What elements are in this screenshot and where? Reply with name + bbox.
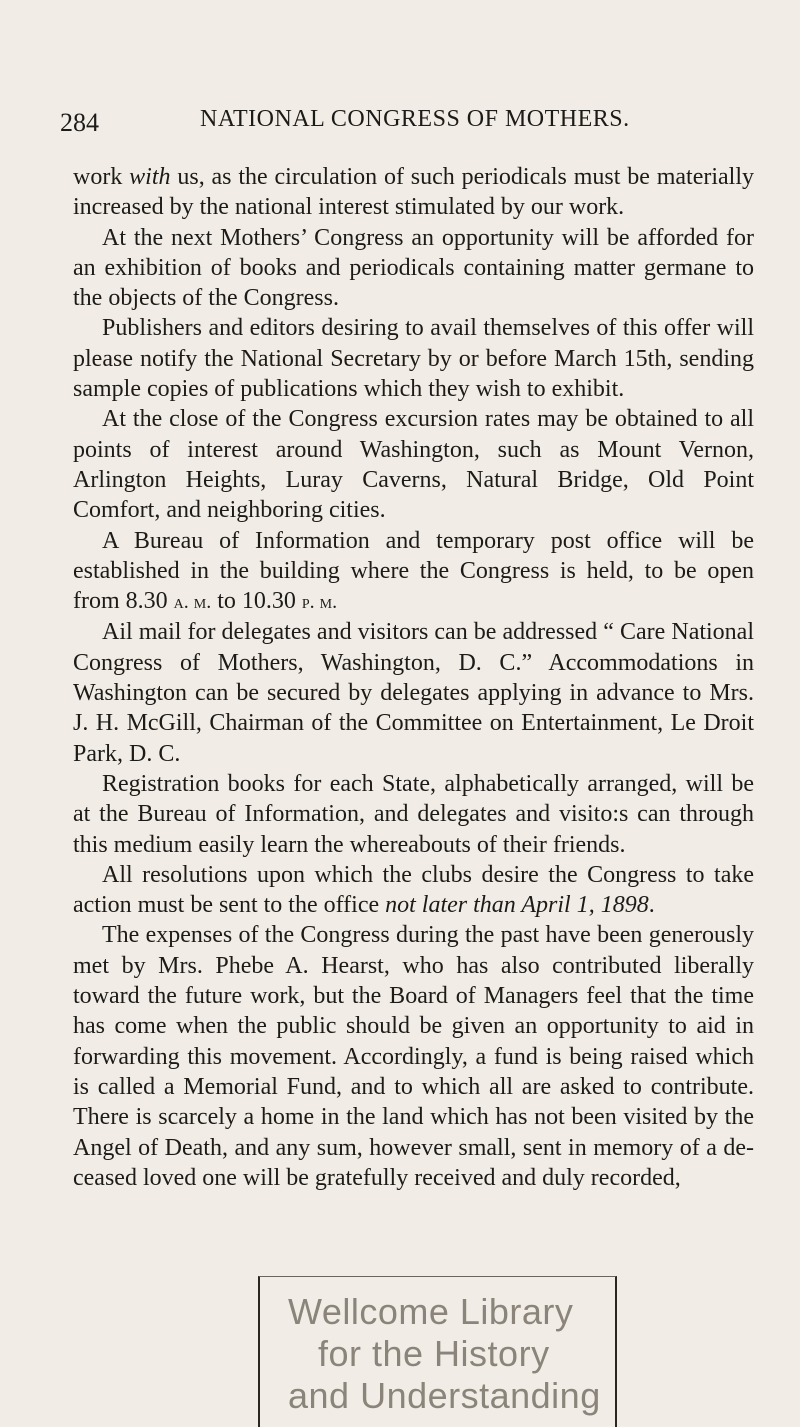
- stamp-line-3: and Understanding: [288, 1375, 601, 1416]
- italic-run: not later than April 1, 1898: [385, 892, 649, 919]
- text-run: .: [648, 892, 655, 919]
- small-caps-run: a. m.: [173, 591, 212, 614]
- page-number: 284: [60, 108, 99, 137]
- text-run: to 10.30: [211, 588, 302, 615]
- paragraph-6: Ail mail for delegates and visitors can be addressed “ Care National Congress of Mothers, Washington, D. C.” Accommodations in Washington can be secured by delegates applying in advance to Mrs. J. H. McGill, Chairman of the Committee on Entertainment, Le Droit Park, D. C.: [73, 619, 754, 767]
- paragraph-9: The expenses of the Congress during the past have been generously met by Mrs. Phebe A. Hearst, who has also contributed liberally toward the future work, but the Board of Managers feel that the time has come when the public should be given an opportunity to aid in forwarding this movement. Accordingly, a fund is being raised which is called a Memorial Fund, and to which all are asked to contribute. There is scarcely a home in the land which has not been visited by the Angel of Death, and any sum, however small, sent in memory of a deceased loved one will be gratefully received and duly recorded,: [73, 922, 754, 1191]
- stamp-line-1: Wellcome Library: [288, 1291, 574, 1332]
- text-run: us, as the circulation of such periodicals must be materially increased by the national interest stimulated by our work.: [73, 164, 755, 221]
- paragraph-5: [73, 526, 754, 618]
- text-run: A Bureau of Information and temporary post office will be established in the building where the Congress is held, to be open from 8.30: [73, 527, 754, 615]
- paragraph-8: [73, 860, 754, 921]
- body-text: [73, 162, 754, 1193]
- paragraph-3: Publishers and editors desiring to avail themselves of this offer will please notify the National Secretary by or before March 15th, sending sample copies of publications which they wish to exhibit.: [73, 315, 754, 403]
- text-run: All resolutions upon which the clubs desire the Congress to take action must be sent to the office: [73, 861, 754, 919]
- stamp-line-2: for the History: [318, 1333, 550, 1374]
- paragraph-4: At the close of the Congress excursion rates may be obtained to all points of interest around Washington, such as Mount Vernon, Arlington Heights, Luray Caverns, Natural Bridge, Old Point Comfort, and neighboring cities.: [73, 406, 754, 524]
- paragraph-2: At the next Mothers’ Congress an opportunity will be afforded for an exhibition of books and periodicals containing matter germane to the objects of the Congress.: [73, 224, 754, 312]
- running-title: NATIONAL CONGRESS OF MOTHERS.: [200, 106, 630, 132]
- paragraph-7: Registration books for each State, alphabetically arranged, will be at the Bureau of Information, and delegates and visito:s can through this medium easily learn the whereabouts of their friends.: [73, 770, 754, 858]
- paragraph-1: [73, 162, 754, 223]
- italic-run: with: [129, 164, 171, 190]
- page-header: [60, 100, 760, 136]
- small-caps-run: p. m.: [301, 591, 338, 614]
- library-stamp: [258, 1276, 617, 1427]
- text-run: work: [73, 164, 130, 190]
